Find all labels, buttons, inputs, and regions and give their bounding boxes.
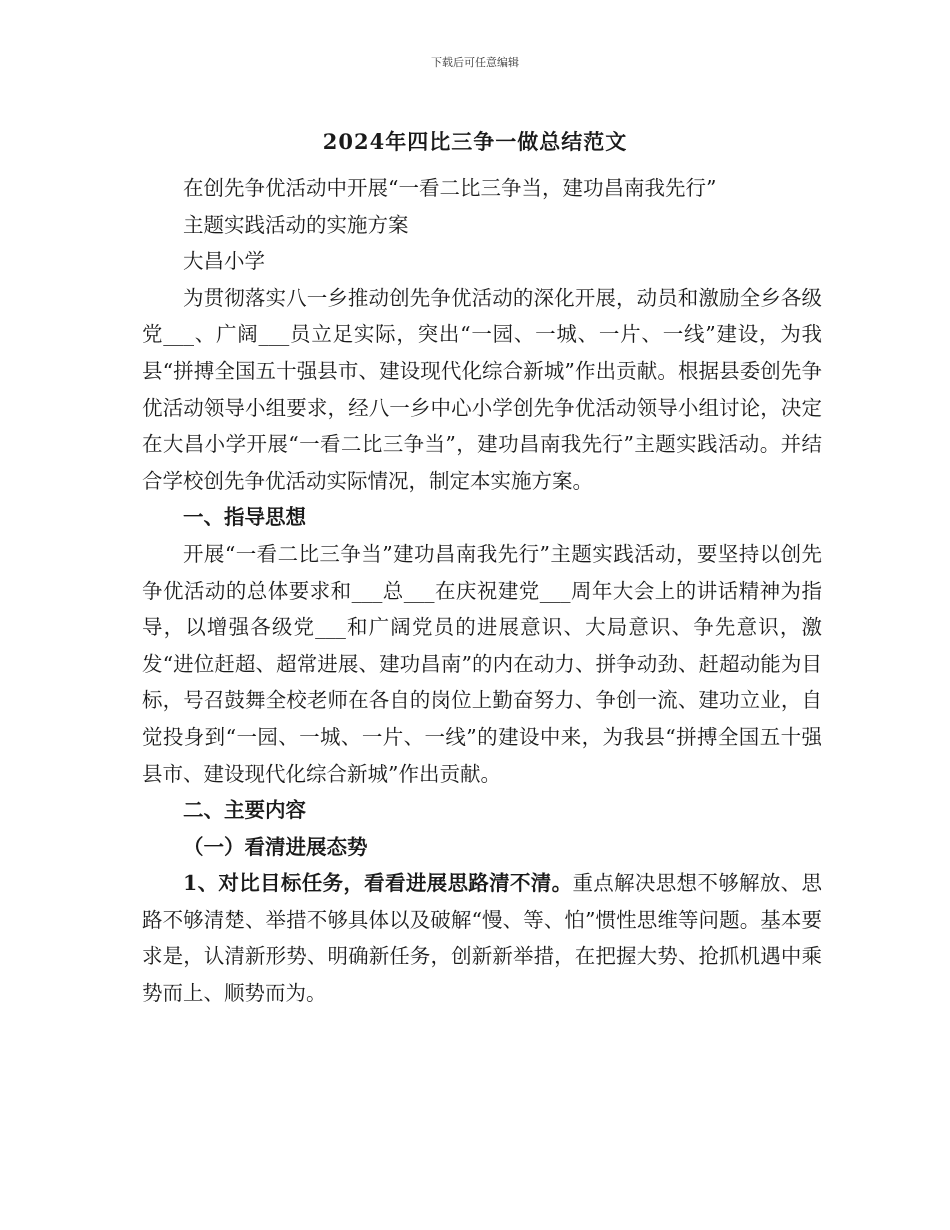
paragraph-purpose: 为贯彻落实八一乡推动创先争优活动的深化开展，动员和激励全乡各级党___、广阔___员立足实际，突出“一园、一城、一片、一线”建设，为我县“拼搏全国五十强县市、建设现代化综合新城”作出贡献。根据县委创先争优活动领导小组要求，经八一乡中心小学创先争优活动领导小组讨论，决定在大昌小学开展“一看二比三争当”，建功昌南我先行”主题实践活动。并结合学校创先争优活动实际情况，制定本实施方案。	[142, 285, 822, 493]
document-body	[142, 170, 822, 1012]
school-name: 大昌小学	[183, 249, 265, 274]
item-1-text: 重点解决思想不够解放、思路不够清楚、举措不够具体以及破解“慢、等、怕”惯性思维等问题。基本要求是，认清新形势、明确新任务，创新新举措，在把握大势、抢抓机遇中乘势而上、顺势而为。	[142, 871, 823, 1006]
paragraph-guiding-thought: 开展“一看二比三争当”建功昌南我先行”主题实践活动，要坚持以创先争优活动的总体要求和___总___在庆祝建党___周年大会上的讲话精神为指导，以增强各级党___和广阔党员的进展意识、大局意识、争先意识，激发“进位赶超、超常进展、建功昌南”的内在动力、拼争动劲、赶超动能为目标，号召鼓舞全校老师在各自的岗位上勤奋努力、争创一流、建功立业，自觉投身到“一园、一城、一片、一线”的建设中来，为我县“拼搏全国五十强县市、建设现代化综合新城”作出贡献。	[142, 541, 822, 786]
paragraph-item-1	[142, 865, 822, 1011]
subsection-heading: （一）看清进展态势	[183, 834, 368, 859]
intro-line-1: 在创先争优活动中开展“一看二比三争当，建功昌南我先行”	[183, 176, 717, 200]
section-heading-main-content: 二、主要内容	[183, 798, 306, 823]
document-title: 2024年四比三争一做总结范文	[322, 129, 628, 154]
intro-line-2: 主题实践活动的实施方案	[183, 212, 409, 237]
item-1-lead: 1、对比目标任务，看看进展思路清不清。	[183, 871, 573, 896]
section-heading-guiding-thought: 一、指导思想	[183, 505, 306, 530]
header-note: 下载后可任意编辑	[431, 56, 519, 69]
